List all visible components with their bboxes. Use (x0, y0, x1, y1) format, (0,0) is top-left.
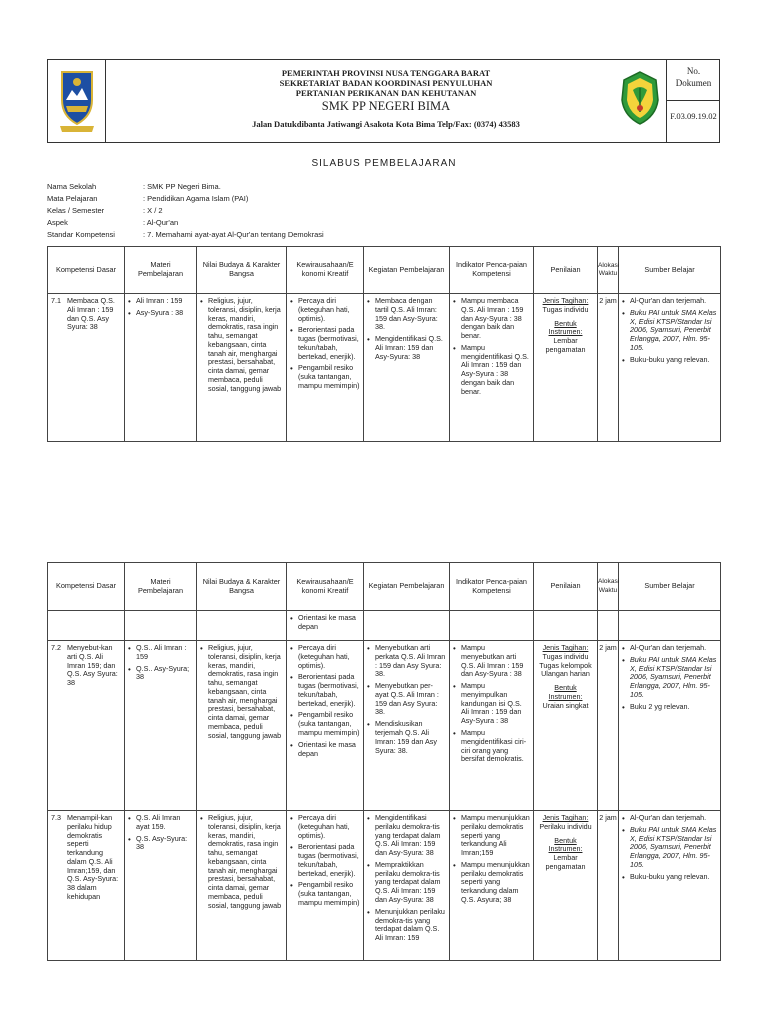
doc-label (667, 60, 720, 101)
col-sumber: Sumber Belajar (619, 563, 721, 611)
col-kegiatan: Kegiatan Pembelajaran (364, 563, 450, 611)
list-item: • Orientasi ke masa depan (290, 614, 360, 632)
list-item: • Mampu mengidentifikasi Q.S. Ali Imran : 159 dan Asy-Syura : 38 dengan baik dan benar. (453, 344, 530, 397)
cell-materi (125, 294, 197, 442)
col-indikator: Indikator Penca-paian Kompetensi (450, 247, 534, 294)
doc-label-dokumen: Dokumen (675, 77, 712, 88)
list-item: • Menyebutkan per-ayat Q.S. Ali Imran : 159 dan Asy Syura: 38. (367, 682, 446, 717)
list-item: • Buku PAI untuk SMA Kelas X, Edisi KTSP/Standar Isi 2006, Syamsuri, Penerbit Erlangga, 2007, Hlm. 95-105. (622, 826, 717, 870)
list-item: • Al-Qur'an dan terjemah. (622, 297, 717, 306)
list-item: • Buku-buku yang relevan. (622, 356, 717, 365)
penilaian-value: Lembar pengamatan (545, 853, 586, 871)
list-item: • Mengidentifikasi Q.S. Ali Imran: 159 dan Asy-Syura: 38 (367, 335, 446, 361)
info-key: Standar Kompetensi (47, 230, 115, 239)
table-row (48, 641, 721, 811)
penilaian-label: Bentuk Instrumen: (548, 835, 583, 854)
cell-kewira (287, 811, 364, 961)
penilaian-value: Tugas individu (542, 304, 589, 314)
penilaian-value: Lembar pengamatan (545, 336, 586, 354)
header-line-3: PERTANIAN PERIKANAN DAN KEHUTANAN (295, 87, 477, 98)
col-kewira: Kewirausahaan/E konomi Kreatif (287, 247, 364, 294)
doc-label-no: No. (686, 66, 701, 76)
provincial-emblem-icon (48, 60, 106, 142)
list-item: • Ali Imran : 159 (128, 297, 193, 306)
page-title: SILABUS PEMBELAJARAN (311, 158, 457, 169)
cell-materi (125, 811, 197, 961)
cell-indikator (450, 641, 534, 811)
kd-text: Menampil-kan perilaku hidup demokratis seperti terkandung dalam Q.S. Ali Imran;159, dan Q.S. Asy-Syura: 38 dalam kehidupan (67, 813, 119, 902)
school-logo (616, 68, 664, 128)
cell-penilaian (534, 641, 598, 811)
list-item: • Pengambil resiko (suka tantangan, mampu memimpin) (290, 711, 360, 737)
list-item: • Q.S. Ali Imran ayat 159. (128, 814, 193, 832)
info-key: Aspek (47, 218, 68, 227)
penilaian-value: Ulangan harian (541, 669, 590, 679)
cell-kegiatan (364, 294, 450, 442)
col-kewira: Kewirausahaan/E konomi Kreatif (287, 563, 364, 611)
penilaian-value: Tugas kelompok (539, 660, 592, 670)
list-item: • Mampu membaca Q.S. Ali Imran : 159 dan Asy-Syura : 38 dengan baik dan benar. (453, 297, 530, 341)
col-nilai: Nilai Budaya & Karakter Bangsa (197, 563, 287, 611)
list-item: • Al-Qur'an dan terjemah. (622, 814, 717, 823)
list-item: • Mampu menyimpulkan kandungan isi Q.S. Ali Imran : 159 dan Asy-Syura : 38 (453, 682, 530, 726)
list-item: • Percaya diri (keteguhan hati, optimis). (290, 814, 360, 840)
logo-cell (48, 60, 106, 142)
info-value: : Pendidikan Agama Islam (PAI) (143, 194, 249, 203)
list-item: • Religius, jujur, toleransi, disiplin, kerja keras, mandiri, demokratis, rasa ingin tahu, semangat kebangsaan, cinta tanah air, menghargai prestasi, bersahabat, cinta damai, gemar membaca, peduli sosial, tanggung jawab (200, 644, 283, 741)
list-item: • Mampu menunjukkan perilaku demokratis seperti yang terkandung Ali Imran;159 (453, 814, 530, 858)
penilaian-label: Jenis Tagihan: (542, 813, 589, 822)
info-value: : SMK PP Negeri Bima. (143, 182, 221, 191)
col-nilai: Nilai Budaya & Karakter Bangsa (197, 247, 287, 294)
cell-alokasi: 2 jam (598, 294, 619, 442)
info-key: Mata Pelajaran (47, 194, 98, 203)
cell-sumber (619, 641, 721, 811)
header-line-2: SEKRETARIAT BADAN KOORDINASI PENYULUHAN (279, 77, 493, 88)
header-line-1: PEMERINTAH PROVINSI NUSA TENGGARA BARAT (281, 68, 491, 78)
list-item: • Mengidentifikasi perilaku demokra-tis yang terdapat dalam Q.S. Ali Imran: 159 dan Asy-Syura: 38 (367, 814, 446, 858)
list-item: • Religius, jujur, toleransi, disiplin, kerja keras, mandiri, demokratis, rasa ingin tahu, semangat kebangsaan, cinta tanah air, menghargai prestasi, bersahabat, cinta damai, gemar membaca, peduli sosial, tanggung jawab (200, 814, 283, 911)
list-item: • Menyebutkan arti perkata Q.S. Ali Imran : 159 dan Asy Syura: 38. (367, 644, 446, 679)
list-item: • Mampu menyebutkan arti Q.S. Ali Imran : 159 dan Asy-Syura : 38 (453, 644, 530, 679)
col-indikator: Indikator Penca-paian Kompetensi (450, 563, 534, 611)
cell-kewira (287, 611, 364, 641)
col-alokasi: Alokasi Waktu (598, 563, 619, 611)
document-header (47, 59, 720, 143)
list-item: • Mendiskusikan terjemah Q.S. Ali Imran: 159 dan Asy Syura: 38. (367, 720, 446, 755)
table-header-row (48, 247, 721, 294)
doc-number: F.03.09.19.02 (670, 111, 717, 121)
col-sumber: Sumber Belajar (619, 247, 721, 294)
cell-sumber (619, 811, 721, 961)
kd-number: 7.2 (51, 643, 61, 652)
cell-materi (125, 641, 197, 811)
cell-kegiatan (364, 811, 450, 961)
cell-kewira (287, 294, 364, 442)
list-item: • Berorientasi pada tugas (bermotivasi, tekun/tabah, bertekad, enerjik). (290, 673, 360, 708)
col-materi: Materi Pembelajaran (125, 247, 197, 294)
cell-kewira (287, 641, 364, 811)
list-item: • Buku PAI untuk SMA Kelas X, Edisi KTSP/Standar Isi 2006, Syamsuri, Penerbit Erlangga, 2007, Hlm. 95-105. (622, 656, 717, 700)
penilaian-value: Uraian singkat (542, 700, 589, 710)
cell-nilai (197, 641, 287, 811)
document-number-cell (666, 60, 720, 142)
penilaian-label: Jenis Tagihan: (542, 296, 589, 305)
list-item: • Mampu menunjukkan perilaku demokratis seperti yang terkandung dalam Q.S. Asyura; 38 (453, 861, 530, 905)
cell-kd (48, 294, 125, 442)
list-item: • Berorientasi pada tugas (bermotivasi, tekun/tabah, bertekad, enerjik). (290, 326, 360, 361)
syllabus-table-1 (47, 246, 721, 442)
cell-alokasi: 2 jam (598, 811, 619, 961)
school-address: Jalan Datukdibanta Jatiwangi Asakota Kota Bima Telp/Fax: (0374) 43583 (252, 118, 520, 129)
col-materi: Materi Pembelajaran (125, 563, 197, 611)
kd-text: Membaca Q.S. Ali Imran : 159 dan Q.S. Asy Syura: 38 (67, 296, 115, 332)
penilaian-label: Jenis Tagihan: (542, 643, 589, 652)
list-item: • Q.S.. Asy-Syura; 38 (128, 665, 193, 683)
cell-kd (48, 641, 125, 811)
cell-indikator (450, 294, 534, 442)
header-center (106, 60, 666, 142)
cell-kd (48, 811, 125, 961)
col-penilaian: Penilaian (534, 247, 598, 294)
list-item: • Mampu mengidentifikasi ciri-ciri orang yang bersifat demokratis. (453, 729, 530, 764)
list-item: • Religius, jujur, toleransi, disiplin, kerja keras, mandiri, demokratis, rasa ingin tahu, semangat kebangsaan, cinta tanah air, menghargai prestasi, bersahabat, cinta damai, gemar membaca, peduli sosial, tanggung jawab (200, 297, 283, 394)
table-row (48, 811, 721, 961)
info-value: : X / 2 (143, 206, 163, 215)
table-header-row (48, 563, 721, 611)
kd-number: 7.3 (51, 813, 61, 822)
info-key: Kelas / Semester (47, 206, 105, 215)
list-item: • Menunjukkan perilaku demokra-tis yang terdapat dalam Q.S. Ali Imran: 159 (367, 908, 446, 943)
list-item: • Mempraktikkan perilaku demokra-tis yang terdapat dalam Q.S. Ali Imran: 159 dan Asy-Syura: 38 (367, 861, 446, 905)
kd-number: 7.1 (51, 296, 61, 305)
info-value: : Al-Qur'an (143, 218, 179, 227)
list-item: • Buku 2 yg relevan. (622, 703, 717, 712)
list-item: • Berorientasi pada tugas (bermotivasi, tekun/tabah, bertekad, enerjik). (290, 843, 360, 878)
penilaian-value: Tugas individu (542, 651, 589, 661)
cell-sumber (619, 294, 721, 442)
penilaian-value: Perilaku individu (539, 821, 592, 831)
col-kegiatan: Kegiatan Pembelajaran (364, 247, 450, 294)
kd-text: Menyebut-kan arti Q.S. Ali Imran 159; dan Q.S. Asy Syura: 38 (67, 643, 118, 688)
list-item: • Q.S.. Ali Imran : 159 (128, 644, 193, 662)
school-name: SMK PP NEGERI BIMA (321, 99, 451, 114)
table-row (48, 611, 721, 641)
list-item: • Pengambil resiko (suka tantangan, mampu memimpin) (290, 364, 360, 390)
list-item: • Membaca dengan tartil Q.S. Ali Imran: 159 dan Asy-Syura: 38. (367, 297, 446, 332)
school-emblem-icon (616, 68, 664, 128)
list-item: • Orientasi ke masa depan (290, 741, 360, 759)
info-key: Nama Sekolah (47, 182, 97, 191)
list-item: • Al-Qur'an dan terjemah. (622, 644, 717, 653)
penilaian-label: Bentuk Instrumen: (548, 683, 583, 701)
cell-nilai (197, 811, 287, 961)
cell-penilaian (534, 294, 598, 442)
cell-nilai (197, 294, 287, 442)
list-item: • Asy-Syura : 38 (128, 309, 193, 318)
table-row (48, 294, 721, 442)
list-item: • Buku PAI untuk SMA Kelas X, Edisi KTSP/Standar Isi 2006, Syamsuri, Penerbit Erlangga, 2007, Hlm. 95-105. (622, 309, 717, 353)
list-item: • Q.S. Asy-Syura: 38 (128, 835, 193, 853)
cell-penilaian (534, 811, 598, 961)
syllabus-table-2 (47, 562, 721, 961)
col-kd: Kompetensi Dasar (48, 247, 125, 294)
cell-alokasi: 2 jam (598, 641, 619, 811)
list-item: • Percaya diri (keteguhan hati, optimis). (290, 297, 360, 323)
col-penilaian: Penilaian (534, 563, 598, 611)
list-item: • Pengambil resiko (suka tantangan, mampu memimpin) (290, 881, 360, 907)
list-item: • Buku-buku yang relevan. (622, 873, 717, 882)
cell-indikator (450, 811, 534, 961)
col-kd: Kompetensi Dasar (48, 563, 125, 611)
col-alokasi: Alokasi Waktu (598, 247, 619, 294)
penilaian-label: Bentuk Instrumen: (548, 318, 583, 337)
cell-kegiatan (364, 641, 450, 811)
list-item: • Percaya diri (keteguhan hati, optimis). (290, 644, 360, 670)
info-value: : 7. Memahami ayat-ayat Al-Qur'an tentang Demokrasi (143, 230, 324, 239)
